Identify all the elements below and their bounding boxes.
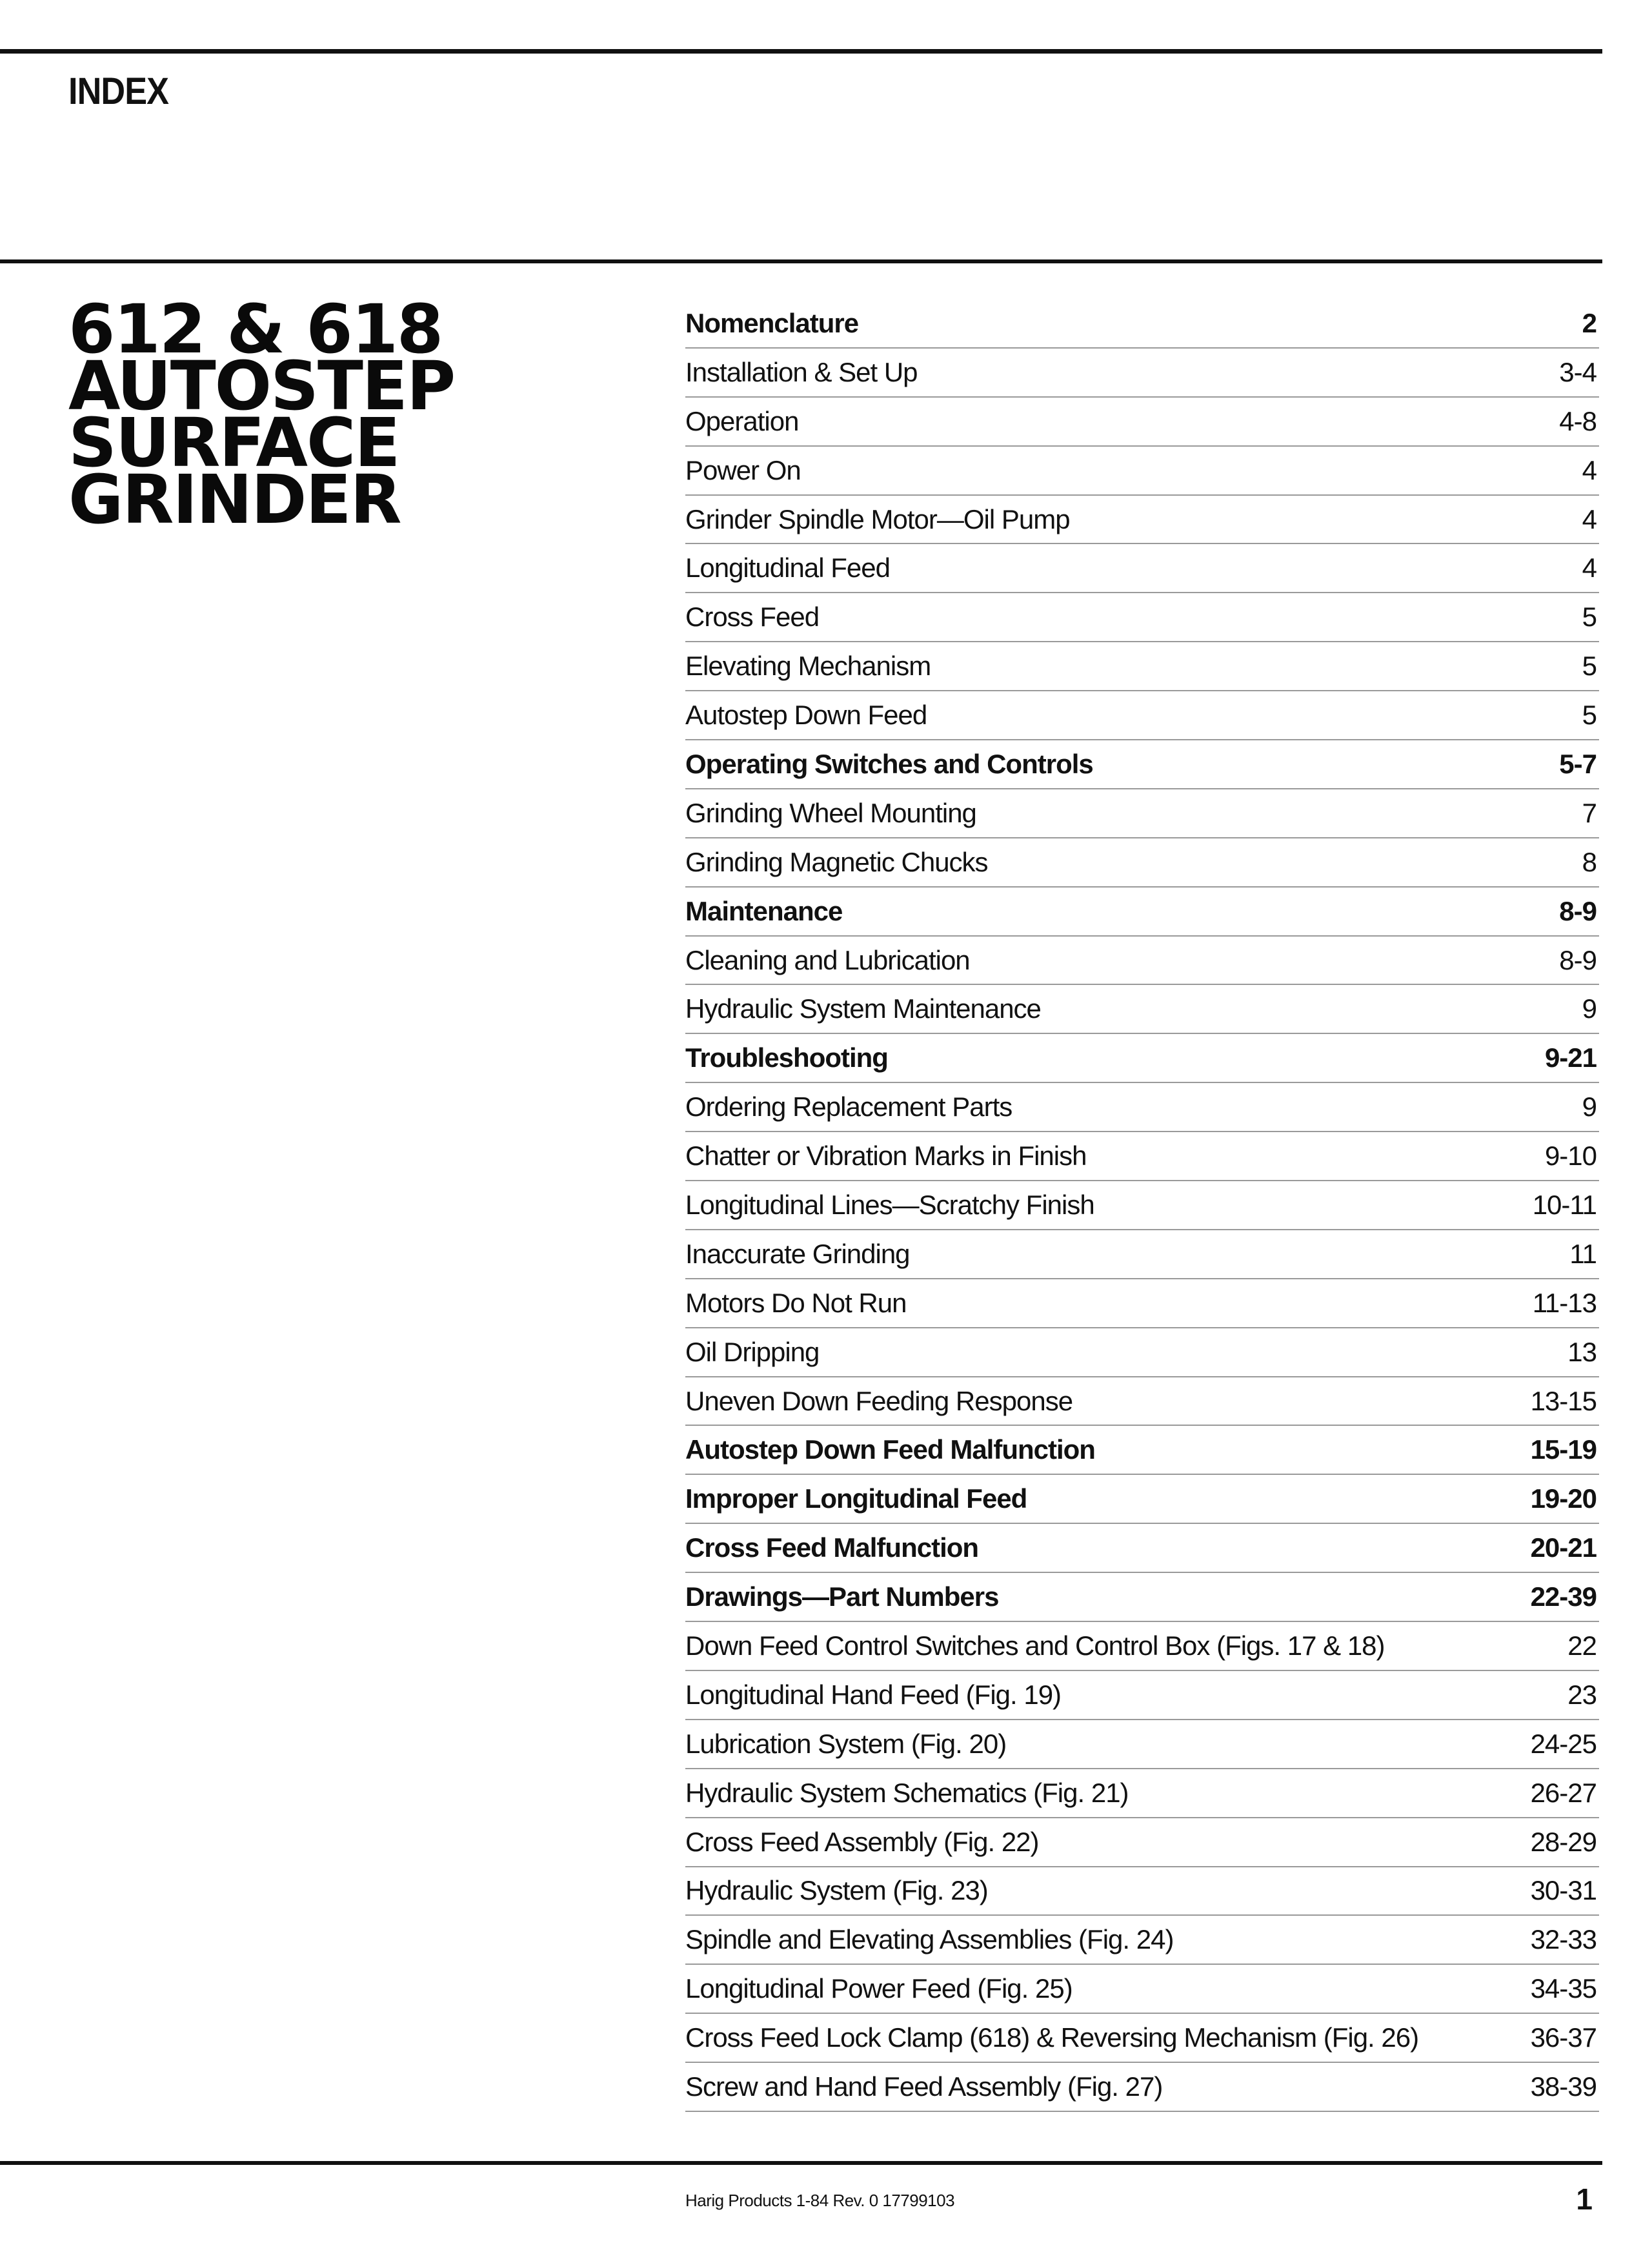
toc-entry-page: 5: [1582, 700, 1597, 731]
bottom-rule: [0, 2161, 1602, 2165]
toc-entry-label: Operation: [685, 405, 799, 436]
toc-entry: [685, 496, 1599, 545]
toc-entry-page: 36-37: [1530, 2022, 1597, 2053]
toc-entry-page: 19-20: [1530, 1483, 1597, 1514]
product-title-line: 612 & 618: [68, 290, 443, 369]
product-title: [68, 290, 455, 539]
toc-entry: [685, 1377, 1599, 1426]
toc-entry: [685, 1230, 1599, 1279]
toc-entry: [685, 1769, 1599, 1818]
toc-entry: [685, 1965, 1599, 2014]
toc-entry-page: 4: [1582, 503, 1597, 534]
toc-entry: [685, 1671, 1599, 1720]
toc-entry-page: 8: [1582, 846, 1597, 877]
footer-text: Harig Products 1-84 Rev. 0 17799103: [685, 2191, 955, 2210]
toc-entry-label: Operating Switches and Controls: [685, 748, 1093, 779]
toc-entry: [685, 1720, 1599, 1769]
table-of-contents: [685, 299, 1599, 2112]
toc-entry-label: Chatter or Vibration Marks in Finish: [685, 1141, 1087, 1172]
toc-entry: [685, 888, 1599, 937]
index-heading: INDEX: [68, 70, 169, 112]
toc-entry: [685, 985, 1599, 1034]
toc-entry-page: 30-31: [1530, 1875, 1597, 1906]
toc-entry-page: 9-10: [1544, 1141, 1597, 1172]
toc-entry: [685, 1573, 1599, 1622]
toc-entry-label: Nomenclature: [685, 307, 859, 338]
toc-entry-page: 9-21: [1544, 1042, 1597, 1073]
toc-entry-label: Installation & Set Up: [685, 356, 918, 387]
product-title-line: GRINDER: [68, 460, 401, 539]
toc-entry-label: Cleaning and Lubrication: [685, 944, 970, 975]
toc-entry-label: Cross Feed Assembly (Fig. 22): [685, 1826, 1039, 1857]
product-title-line: AUTOSTEP: [68, 347, 455, 425]
toc-entry-page: 15-19: [1530, 1434, 1597, 1465]
toc-entry-label: Grinding Magnetic Chucks: [685, 846, 988, 877]
toc-entry-page: 26-27: [1530, 1777, 1597, 1808]
toc-entry: [685, 2063, 1599, 2112]
toc-entry-page: 3-4: [1559, 356, 1597, 387]
toc-entry: [685, 544, 1599, 593]
toc-entry-label: Ordering Replacement Parts: [685, 1091, 1012, 1122]
toc-entry-label: Hydraulic System Maintenance: [685, 993, 1041, 1024]
toc-entry-page: 32-33: [1530, 1924, 1597, 1955]
toc-entry-page: 11-13: [1532, 1287, 1597, 1318]
toc-entry-page: 22-39: [1530, 1581, 1597, 1612]
toc-entry-label: Troubleshooting: [685, 1042, 888, 1073]
toc-entry-label: Cross Feed Malfunction: [685, 1532, 979, 1563]
toc-entry-label: Power On: [685, 454, 801, 485]
toc-entry: [685, 1916, 1599, 1965]
toc-entry-label: Cross Feed: [685, 602, 820, 633]
toc-entry: [685, 398, 1599, 447]
product-title-line: SURFACE: [68, 403, 399, 482]
toc-entry-label: Longitudinal Feed: [685, 553, 890, 584]
toc-entry-page: 5: [1582, 602, 1597, 633]
toc-entry: [685, 299, 1599, 349]
toc-entry-page: 13-15: [1530, 1385, 1597, 1416]
toc-entry-page: 38-39: [1530, 2071, 1597, 2102]
toc-entry-label: Improper Longitudinal Feed: [685, 1483, 1027, 1514]
toc-entry-label: Uneven Down Feeding Response: [685, 1385, 1073, 1416]
toc-entry: [685, 1867, 1599, 1916]
toc-entry: [685, 1181, 1599, 1230]
toc-entry-label: Drawings—Part Numbers: [685, 1581, 999, 1612]
toc-entry-label: Elevating Mechanism: [685, 651, 931, 682]
toc-entry: [685, 789, 1599, 838]
toc-entry: [685, 349, 1599, 398]
toc-entry-page: 34-35: [1530, 1973, 1597, 2004]
toc-entry-label: Longitudinal Lines—Scratchy Finish: [685, 1189, 1094, 1220]
toc-entry-page: 9: [1582, 993, 1597, 1024]
toc-entry: [685, 2014, 1599, 2063]
toc-entry-label: Motors Do Not Run: [685, 1287, 907, 1318]
toc-entry-label: Grinder Spindle Motor—Oil Pump: [685, 503, 1070, 534]
toc-entry-label: Hydraulic System (Fig. 23): [685, 1875, 988, 1906]
toc-entry: [685, 937, 1599, 986]
toc-entry-page: 2: [1582, 307, 1597, 338]
toc-entry: [685, 691, 1599, 740]
toc-entry: [685, 1034, 1599, 1083]
toc-entry-page: 8-9: [1559, 895, 1597, 926]
toc-entry-page: 7: [1582, 797, 1597, 828]
section-rule: [0, 259, 1602, 263]
toc-entry: [685, 1622, 1599, 1671]
toc-entry-label: Autostep Down Feed: [685, 700, 927, 731]
toc-entry-page: 22: [1567, 1630, 1597, 1661]
toc-entry-label: Screw and Hand Feed Assembly (Fig. 27): [685, 2071, 1163, 2102]
toc-entry-page: 20-21: [1530, 1532, 1597, 1563]
toc-entry: [685, 1818, 1599, 1867]
toc-entry: [685, 740, 1599, 789]
toc-entry-page: 24-25: [1530, 1728, 1597, 1759]
toc-entry-page: 4-8: [1559, 405, 1597, 436]
toc-entry-page: 8-9: [1559, 944, 1597, 975]
toc-entry: [685, 1524, 1599, 1573]
toc-entry-label: Down Feed Control Switches and Control Box (Figs. 17 & 18): [685, 1630, 1385, 1661]
page-number: 1: [1576, 2182, 1593, 2216]
toc-entry-page: 28-29: [1530, 1826, 1597, 1857]
toc-entry-label: Maintenance: [685, 895, 843, 926]
toc-entry: [685, 1426, 1599, 1475]
top-rule: [0, 49, 1602, 54]
toc-entry: [685, 1279, 1599, 1328]
toc-entry-page: 4: [1582, 454, 1597, 485]
toc-entry-label: Autostep Down Feed Malfunction: [685, 1434, 1095, 1465]
toc-entry-label: Hydraulic System Schematics (Fig. 21): [685, 1777, 1129, 1808]
toc-entry-label: Spindle and Elevating Assemblies (Fig. 24): [685, 1924, 1174, 1955]
toc-entry-label: Grinding Wheel Mounting: [685, 797, 976, 828]
toc-entry: [685, 1328, 1599, 1377]
toc-entry-label: Inaccurate Grinding: [685, 1238, 910, 1269]
toc-entry-page: 9: [1582, 1091, 1597, 1122]
toc-entry-page: 11: [1569, 1238, 1597, 1269]
toc-entry: [685, 1083, 1599, 1132]
toc-entry-label: Longitudinal Power Feed (Fig. 25): [685, 1973, 1073, 2004]
toc-entry-page: 23: [1567, 1679, 1597, 1710]
toc-entry-label: Lubrication System (Fig. 20): [685, 1728, 1007, 1759]
toc-entry-page: 5-7: [1559, 748, 1597, 779]
toc-entry: [685, 1132, 1599, 1181]
toc-entry: [685, 593, 1599, 642]
toc-entry-page: 4: [1582, 553, 1597, 584]
toc-entry: [685, 1475, 1599, 1524]
toc-entry-label: Longitudinal Hand Feed (Fig. 19): [685, 1679, 1062, 1710]
toc-entry-page: 10-11: [1532, 1189, 1597, 1220]
toc-entry-label: Oil Dripping: [685, 1336, 820, 1367]
toc-entry-page: 5: [1582, 651, 1597, 682]
toc-entry-label: Cross Feed Lock Clamp (618) & Reversing Mechanism (Fig. 26): [685, 2022, 1419, 2053]
toc-entry-page: 13: [1567, 1336, 1597, 1367]
toc-entry: [685, 838, 1599, 888]
toc-entry: [685, 642, 1599, 691]
toc-entry: [685, 447, 1599, 496]
